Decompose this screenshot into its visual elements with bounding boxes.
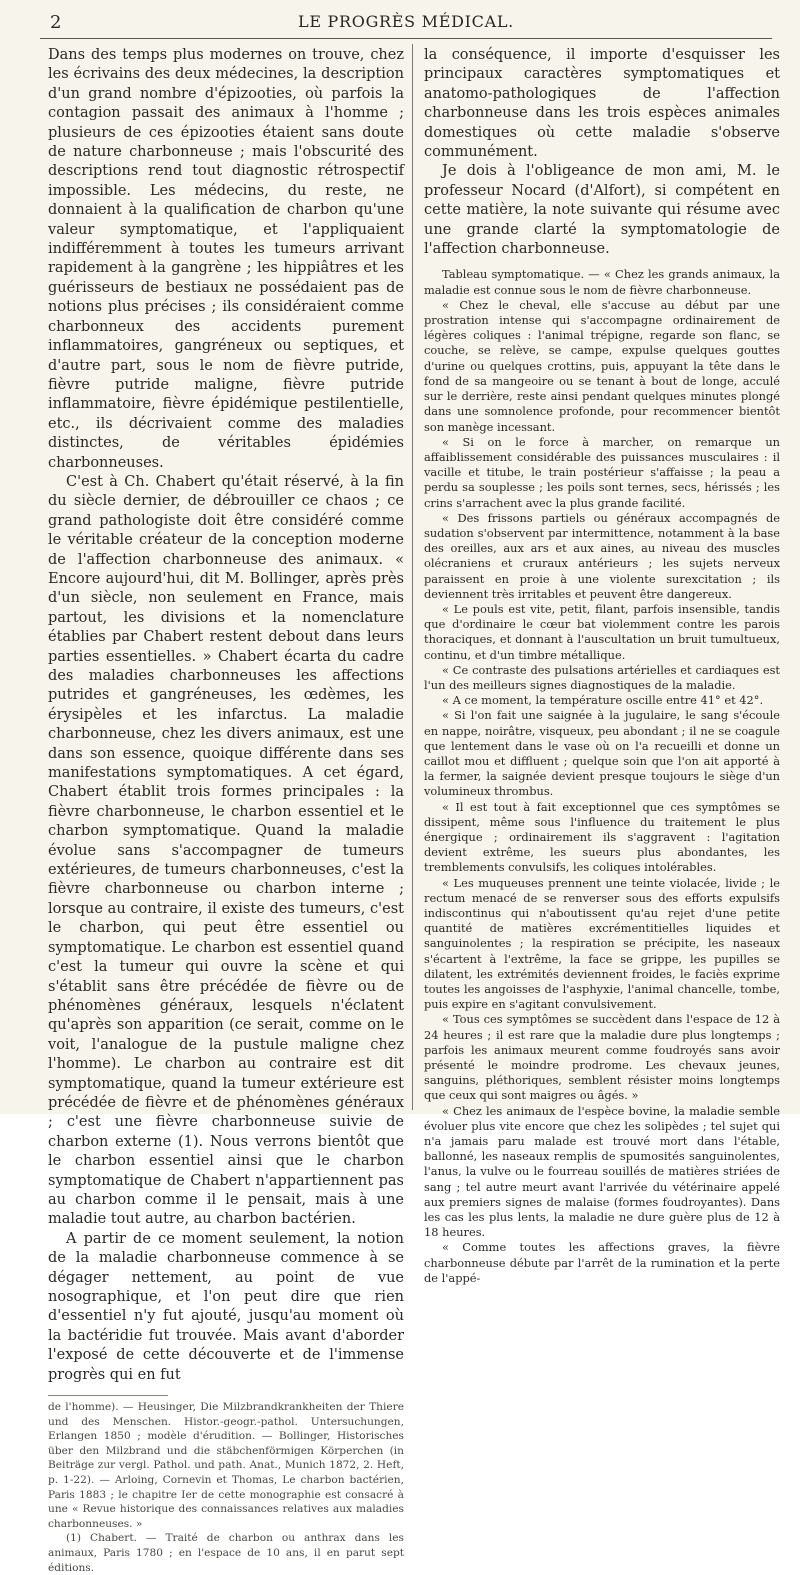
note-paragraph: « Si on le force à marcher, on remarque un affaiblissement considérable des puissances musculaires : il vacille et titube, le train postérieur s'affaisse ; la peau a perdu sa souplesse ; les poils sont ternes, secs, hérissés ; les crins s'arrachent avec la plus grande facilité. [424,434,780,510]
paragraph: Je dois à l'obligeance de mon ami, M. le professeur Nocard (d'Alfort), si compétent en cette matière, la note suivante qui résume avec une grande clarté la symptomatologie de l'affection charbonneuse. [424,163,780,258]
spacer [424,259,780,267]
header-rule [40,38,772,39]
note-paragraph: « Tous ces symptômes se succèdent dans l'espace de 12 à 24 heures ; il est rare que la maladie dure plus longtemps ; parfois les animaux meurent comme foudroyés sans avoir présenté le moindre prodrome. Les chevaux jeunes, sanguins, pléthoriques, semblent résister moins longtemps que ceux qui sont maigres ou âgés. » [424,1012,780,1103]
paragraph: la conséquence, il importe d'esquisser les principaux caractères symptomatiques et anatomo-pathologiques de l'affection charbonneuse dans les trois espèces animales domestiques où cette maladie s'observe communément. [424,47,780,161]
note-paragraph: « Le pouls est vite, petit, filant, parfois insensible, tandis que d'ordinaire le cœur bat violemment contre les parois thoraciques, et donnant à l'auscultation un bruit tumultueux, continu, et d'un timbre métallique. [424,601,780,662]
page-number: 2 [50,12,62,33]
note-paragraph: « Des frissons partiels ou généraux accompagnés de sudation s'observent par intermittence, notamment à la base des oreilles, aux ars et aux aines, au niveau des muscles olécraniens et cruraux antérieurs ; les sujets nerveux paraissent en proie à une violente surexcitation ; ils deviennent très irritables et peuvent être dangereux. [424,510,780,601]
note-paragraph: « Comme toutes les affections graves, la fièvre charbonneuse débute par l'arrêt de la rumination et la perte de l'appé- [424,1240,780,1285]
note-paragraph: Tableau symptomatique. — « Chez les grands animaux, la maladie est connue sous le nom de fièvre charbonneuse. [424,267,780,297]
footnote: (1) Chabert. — Traité de charbon ou anthrax dans les animaux, Paris 1780 ; en l'espace de 10 ans, il en parut sept éditions. [48,1532,404,1574]
right-column [424,46,780,1286]
footnote-rule [48,1395,168,1396]
footnote: de l'homme). — Heusinger, Die Milzbrandkrankheiten der Thiere und des Menschen. Histor.-geogr.-pathol. Untersuchungen, Erlangen 1850 ; modèle d'érudition. — Bollinger, Historisches über den Milzbrand und die stäbchenförmigen Körperchen (in Beiträge zur vergl. Pathol. und path. Anat., Munich 1872, 2. Heft, p. 1-22). — Arloing, Cornevin et Thomas, Le charbon bactérien, Paris 1883 ; le chapitre Ier de cette monographie est consacré à une « Revue historique des connaissances relatives aux maladies charbonneuses. » [48,1401,404,1530]
page-header [40,4,772,38]
paragraph: Dans des temps plus modernes on trouve, chez les écrivains des deux médecines, la description d'un grand nombre d'épizooties, où parfois la contagion passait des animaux à l'homme ; plusieurs de ces épizooties étaient sans doute de nature charbonneuse ; mais l'obscurité des descriptions rend tout diagnostic rétrospectif impossible. Les médecins, du reste, ne donnaient à la qualification de charbon qu'une valeur symptomatique, et l'appliquaient indifféremment à toutes les tumeurs arrivant rapidement à la gangrène ; les hippiâtres et les guérisseurs de bestiaux ne possédaient pas de notions plus précises ; ils considéraient comme charbonneux des accidents purement inflammatoires, gangréneux ou septiques, et d'autre part, sous le nom de fièvre putride, fièvre putride maligne, fièvre putride inflammatoire, fièvre épidémique pestilentielle, etc., ils décrivaient comme des maladies distinctes, de véritables épidémies charbonneuses. [48,47,404,471]
note-paragraph: « Ce contraste des pulsations artérielles et cardiaques est l'un des meilleurs signes diagnostiques de la maladie. [424,662,780,692]
paragraph: C'est à Ch. Chabert qu'était réservé, à la fin du siècle dernier, de débrouiller ce chaos ; ce grand pathologiste doit être considéré comme le véritable créateur de la conception moderne de l'affection charbonneuse des animaux. « Encore aujourd'hui, dit M. Bollinger, après près d'un siècle, non seulement en France, mais partout, les divisions et la nomenclature établies par Chabert restent debout dans leurs parties essentielles. » Chabert écarta du cadre des maladies charbonneuses les affections putrides et gangréneuses, les œdèmes, les érysipèles et les infarctus. La maladie charbonneuse, chez les divers animaux, est une dans son essence, quoique différente dans ses manifestations symptomatiques. A cet égard, Chabert établit trois formes principales : la fièvre charbonneuse, le charbon essentiel et le charbon symptomatique. Quand la maladie évolue sans s'accompagner de tumeurs extérieures, de tumeurs charbonneuses, c'est la fièvre charbonneuse ou charbon interne ; lorsque au contraire, il existe des tumeurs, c'est le charbon, qui peut être essentiel ou symptomatique. Le charbon est essentiel quand c'est la tumeur qui ouvre la scène et qui s'établit sans être précédée de fièvre ou de phénomènes généraux, lesquels n'éclatent qu'après son apparition (ce serait, comme on le voit, l'analogue de la pustule maligne chez l'homme). Le charbon au contraire est dit symptomatique, quand la tumeur extérieure est précédée de fièvre et de phénomènes généraux ; c'est une fièvre charbonneuse suivie de charbon externe (1). Nous verrons bientôt que le charbon essentiel ainsi que le charbon symptomatique de Chabert n'appartiennent pas au charbon comme il le pensait, mais à une maladie tout autre, au charbon bactérien. [48,473,404,1228]
note-paragraph: « A ce moment, la température oscille entre 41° et 42°. [442,693,764,708]
note-paragraph: « Si l'on fait une saignée à la jugulaire, le sang s'écoule en nappe, noirâtre, visqueux, peu abondant ; il ne se coagule que lentement dans le vase où on l'a recueilli et donne un caillot mou et diffluent ; quelque soin que l'on ait apporté à la fermer, la saignée devient presque toujours le siège d'un volumineux thrombus. [424,708,780,799]
note-paragraph: « Les muqueuses prennent une teinte violacée, livide ; le rectum menacé de se renverser sous des efforts expulsifs indiscontinus qui n'aboutissent qu'au rejet d'une petite quantité de matières excrémentitielles liquides et sanguinolentes ; la respiration se précipite, les naseaux s'écartent à l'extrême, la face se grippe, les pupilles se dilatent, les extrémités deviennent froides, le faciès exprime toutes les angoisses de l'asphyxie, l'animal chancelle, tombe, puis expire en s'agitant convulsivement. [424,875,780,1012]
note-paragraph: « Chez le cheval, elle s'accuse au début par une prostration intense qui s'accompagne ordinairement de légères coliques : l'animal trépigne, regarde son flanc, se couche, se relève, se campe, expulse quelques gouttes d'urine ou quelques crottins, puis, appuyant la tête dans le fond de sa mangeoire ou se tenant à bout de longe, acculé sur le derrière, reste ainsi pendant quelques minutes plongé dans une somnolence profonde, pour recommencer bientôt son manège incessant. [424,297,780,434]
paragraph: A partir de ce moment seulement, la notion de la maladie charbonneuse commence à se dégager nettement, au point de vue nosographique, et l'on peut dire que rien d'essentiel n'y fut ajouté, jusqu'au moment où la bactéridie fut trouvée. Mais avant d'aborder l'exposé de cette découverte et de l'immense progrès qui en fut [48,1230,404,1383]
column-divider [412,44,413,1110]
running-head: LE PROGRÈS MÉDICAL. [298,12,514,31]
note-paragraph: « Chez les animaux de l'espèce bovine, la maladie semble évoluer plus vite encore que chez les solipèdes ; tel sujet qui n'a jamais paru malade est trouvé mort dans l'étable, ballonné, les naseaux remplis de spumosités sanguinolentes, l'anus, la vulve ou le fourreau souillés de matières striées de sang ; tel autre meurt avant l'arrivée du vétérinaire appelé aux premiers signes de malaise (formes foudroyantes). Dans les cas les plus lents, la maladie ne dure guère plus de 12 à 18 heures. [424,1103,780,1240]
note-paragraph: « Il est tout à fait exceptionnel que ces symptômes se dissipent, même sous l'influence du traitement le plus énergique ; ordinairement ils s'aggravent : l'agitation devient extrême, les sueurs plus abondantes, les tremblements convulsifs, les coliques intolérables. [424,799,780,875]
left-column [48,46,404,1575]
